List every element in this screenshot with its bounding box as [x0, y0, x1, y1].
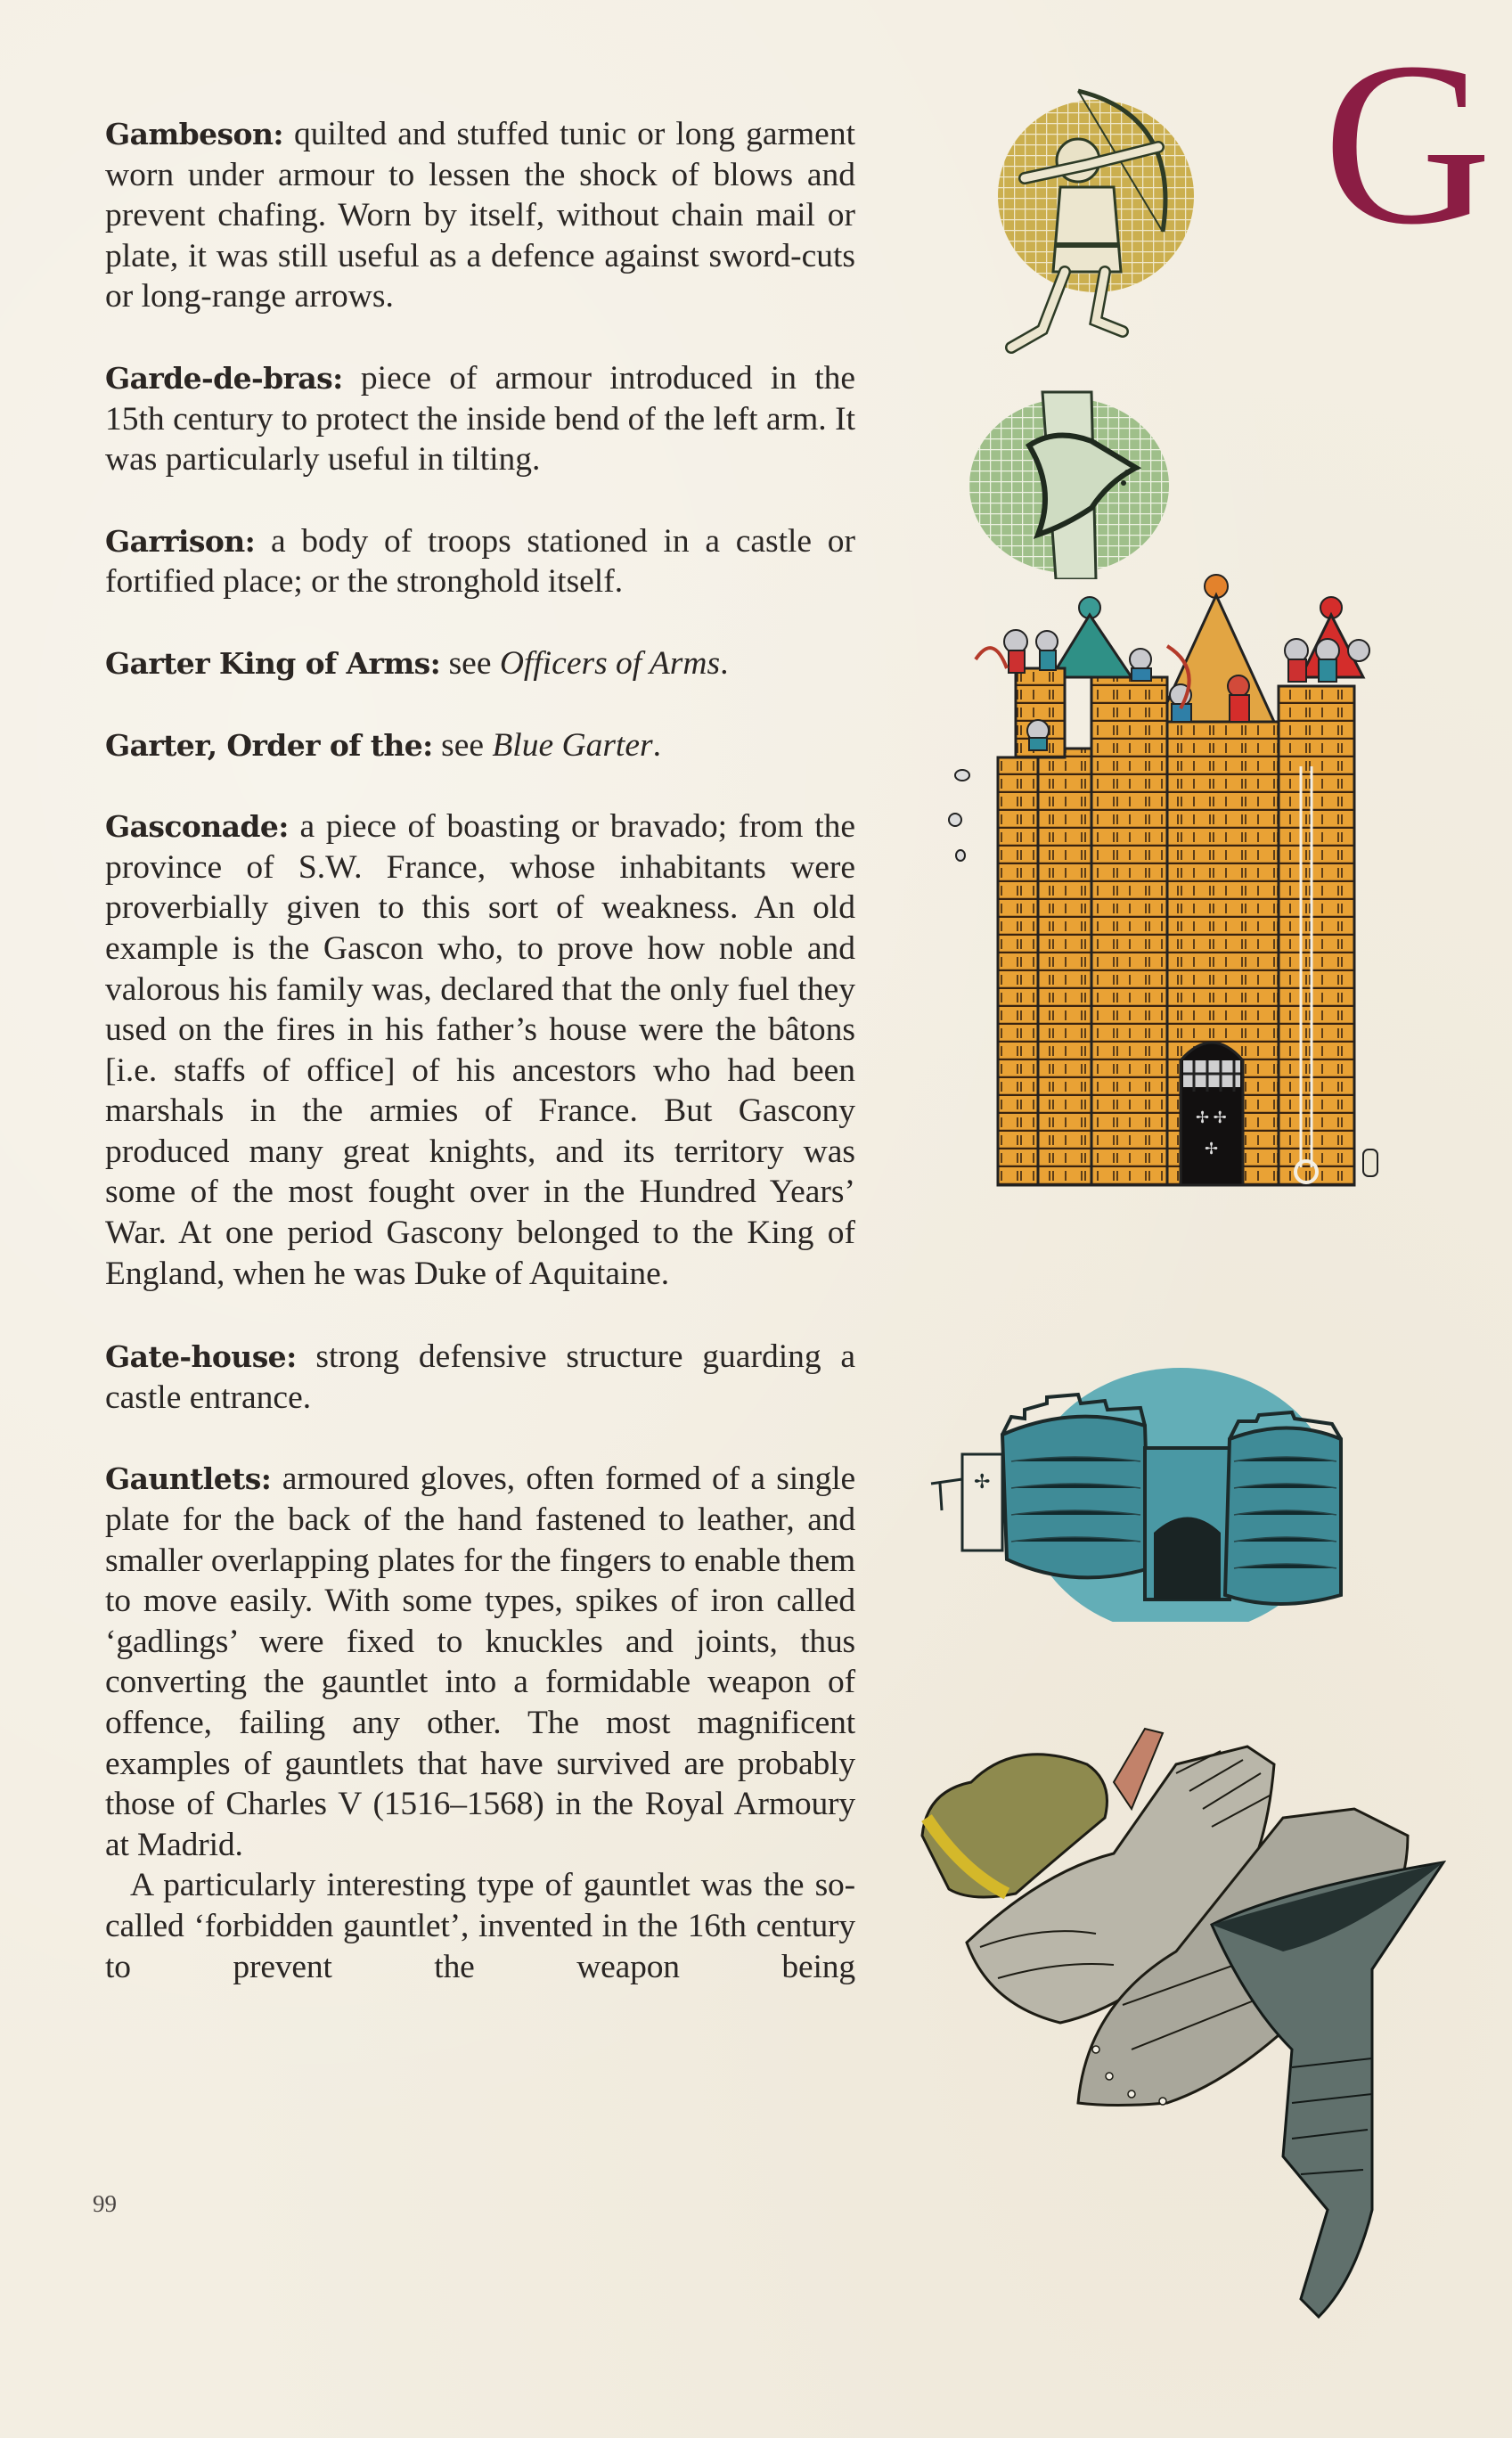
garde-de-bras-illustration [958, 374, 1189, 579]
entry-definition: piece of armour introduced in the 15th century to protect the inside bend of the left arm. It was particularly useful in tilting. [105, 359, 856, 479]
entry-garter-order-of-the [105, 725, 855, 766]
entry-punctuation: . [720, 644, 729, 682]
gauntlets-illustration [909, 1711, 1461, 2335]
gate-house-icon [922, 1354, 1368, 1622]
archer-icon [971, 80, 1203, 374]
entry-see: see [441, 726, 485, 764]
gate-house-illustration [922, 1354, 1368, 1622]
entry-continuation: A particularly interesting type of gauntlet was the so-called ‘forbidden gauntlet’, invented in the 16th century to prevent the weapon being [105, 1867, 855, 1985]
entry-definition: a piece of boasting or bravado; from the province of S.W. France, whose inhabitants were proverbially given to this sort of weakness. An old example is the Gascon who, to prove how noble and valorous his family was, declared that the only fuel they used on the fires in his father’s house were the bâtons [i.e. staffs of office] of his ancestors who had been marshals in the armies of France. But Gascony produced many great knights, and its territory was some of the most fought over in the Hundred Years’ War. At one period Gascony belonged to the King of England, when he was Duke of Aquitaine. [105, 808, 856, 1292]
entry-gauntlets [105, 1459, 855, 1987]
svg-text:✢: ✢ [1205, 1140, 1219, 1158]
cross-reference-link[interactable]: Officers of Arms [499, 644, 721, 682]
elbow-armour-icon [958, 374, 1189, 579]
glossary-column [105, 114, 855, 2028]
svg-text:✢ ✢: ✢ ✢ [1196, 1109, 1227, 1126]
entry-definition: strong defensive structure guarding a castle entrance. [105, 1338, 856, 1416]
entry-definition: quilted and stuffed tunic or long garment worn under armour to lessen the shock of blows and prevent chafing. Worn by itself, without chain mail or plate, it was still useful as a defence against sword-cuts or long-range arrows. [105, 116, 855, 315]
page-number: 99 [93, 2190, 117, 2217]
entry-term: Gasconade: [105, 809, 289, 845]
entry-gasconade [105, 806, 855, 1294]
entry-definition: a body of troops stationed in a castle or fortified place; or the stronghold itself. [105, 522, 855, 601]
entry-garrison [105, 521, 855, 602]
entry-garter-king-of-arms [105, 643, 855, 684]
entry-gate-house [105, 1337, 855, 1418]
gauntlets-icon [909, 1711, 1461, 2335]
entry-definition: armoured gloves, often formed of a single plate for the back of the hand fastened to leather, and smaller overlapping plates for the fingers to enable them to move easily. With some types, spikes of iron called ‘gadlings’ were fixed to knuckles and joints, thus converting the gauntlet into a formidable weapon of offence, failing any other. The most magnificent examples of gauntlets that have survived are probably those of Charles V (1516–1568) in the Royal Armoury at Madrid. [105, 1460, 855, 1863]
castle-icon [944, 561, 1390, 1221]
archer-illustration [971, 80, 1203, 374]
entry-term: Gauntlets: [105, 1461, 272, 1497]
entry-see: see [448, 644, 492, 682]
svg-text:✢: ✢ [974, 1470, 991, 1493]
entry-term: Garter King of Arms: [105, 645, 441, 681]
entry-term: Garter, Order of the: [105, 727, 433, 763]
entry-term: Gambeson: [105, 117, 283, 151]
entry-gambeson [105, 114, 855, 317]
cross-reference-link[interactable]: Blue Garter [492, 726, 653, 764]
castle-garrison-illustration [944, 561, 1390, 1221]
entry-garde-de-bras [105, 358, 855, 480]
entry-term: Garrison: [105, 523, 256, 559]
entry-term: Garde-de-bras: [105, 360, 343, 396]
entry-term: Gate-house: [105, 1339, 297, 1375]
section-letter: G [1323, 14, 1492, 273]
entry-punctuation: . [652, 726, 661, 764]
